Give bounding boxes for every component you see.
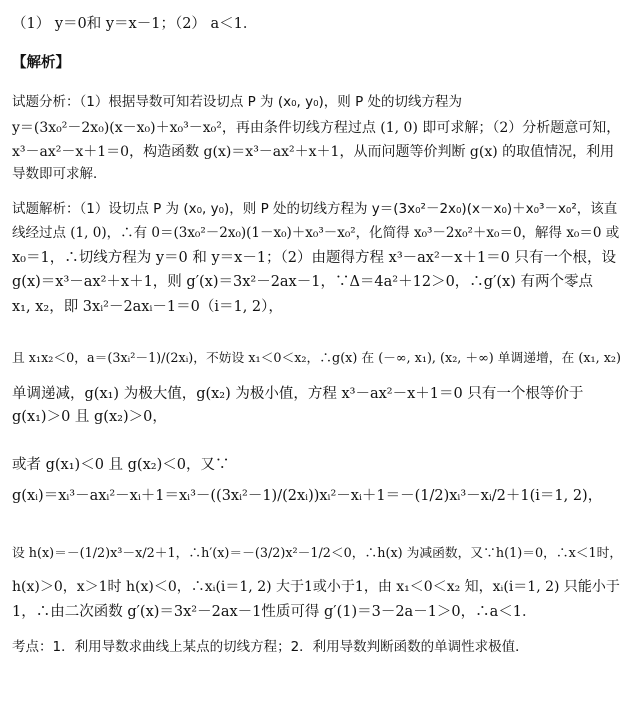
para3-line-2: 单调递减，g(x₁) 为极大值，g(x₂) 为极小值，方程 x³－ax²－x＋1＝0 只有一个根等价于 <box>12 386 584 402</box>
analysis-line-1: 试题分析：（1）根据导数可知若设切点 P 为 (x₀, y₀)，则 P 处的切线方程为 <box>12 94 462 110</box>
para5-line-1: 设 h(x)＝－(1/2)x³－x/2＋1，∴h′(x)＝－(3/2)x²－1/2＜0，∴h(x) 为减函数，又∵h(1)＝0，∴x＜1时， <box>12 546 623 561</box>
para3-line-1: 且 x₁x₂＜0，a＝(3xᵢ²－1)/(2xᵢ)，不妨设 x₁＜0＜x₂，∴g(x) 在 (－∞, x₁), (x₂, ＋∞) 单调递增，在 (x₁, x₂) <box>12 351 622 366</box>
analysis-line-2: y＝(3x₀²－2x₀)(x－x₀)＋x₀³－x₀²，再由条件切线方程过点 (1, 0) 即可求解；（2）分析题意可知， <box>12 120 621 136</box>
solution-line-5: x₁, x₂，即 3xᵢ²－2axᵢ－1＝0（i＝1, 2）， <box>12 299 283 315</box>
para5-line-3: 1，∴由二次函数 g′(x)＝3x²－2ax－1性质可得 g′(1)＝3－2a－1＞0，∴a＜1． <box>12 604 537 620</box>
solution-line-2: 线经过点 (1, 0)，∴有 0＝(3x₀²－2x₀)(1－x₀)＋x₀³－x₀²，化简得 x₀³－2x₀²＋x₀＝0，解得 x₀＝0 或 <box>12 225 620 241</box>
analysis-line-3: x³－ax²－x＋1＝0，构造函数 g(x)＝x³－ax²＋x＋1，从而问题等价判断 g(x) 的取值情况，利用 <box>12 144 615 160</box>
para3-line-3: g(x₁)＞0 且 g(x₂)＞0， <box>12 409 167 425</box>
analysis-heading: 【解析】 <box>12 55 70 71</box>
para4-line-1: 或者 g(x₁)＜0 且 g(x₂)＜0，又∵ <box>12 457 230 473</box>
answer-line: （1） y＝0和 y＝x－1；（2） a＜1． <box>12 16 258 32</box>
analysis-line-4: 导数即可求解． <box>12 166 107 182</box>
keypoint-line: 考点：1．利用导数求曲线上某点的切线方程；2．利用导数判断函数的单调性求极值． <box>12 639 529 655</box>
para5-line-2: h(x)＞0，x＞1时 h(x)＜0，∴xᵢ(i＝1, 2) 大于1或小于1，由 x₁＜0＜x₂ 知，xᵢ(i＝1, 2) 只能小于 <box>12 579 620 595</box>
solution-line-4: g(x)＝x³－ax²＋x＋1，则 g′(x)＝3x²－2ax－1，∵Δ＝4a²＋12＞0，∴g′(x) 有两个零点 <box>12 274 593 290</box>
solution-line-3: x₀＝1，∴切线方程为 y＝0 和 y＝x－1；（2）由题得方程 x³－ax²－x＋1＝0 只有一个根，设 <box>12 250 616 266</box>
para4-line-2: g(xᵢ)＝xᵢ³－axᵢ²－xᵢ＋1＝xᵢ³－((3xᵢ²－1)/(2xᵢ))xᵢ²－xᵢ＋1＝－(1/2)xᵢ³－xᵢ/2＋1(i＝1, 2)， <box>12 488 603 504</box>
solution-line-1: 试题解析：（1）设切点 P 为 (x₀, y₀)，则 P 处的切线方程为 y＝(3x₀²－2x₀)(x－x₀)＋x₀³－x₀²，该直 <box>12 201 618 217</box>
